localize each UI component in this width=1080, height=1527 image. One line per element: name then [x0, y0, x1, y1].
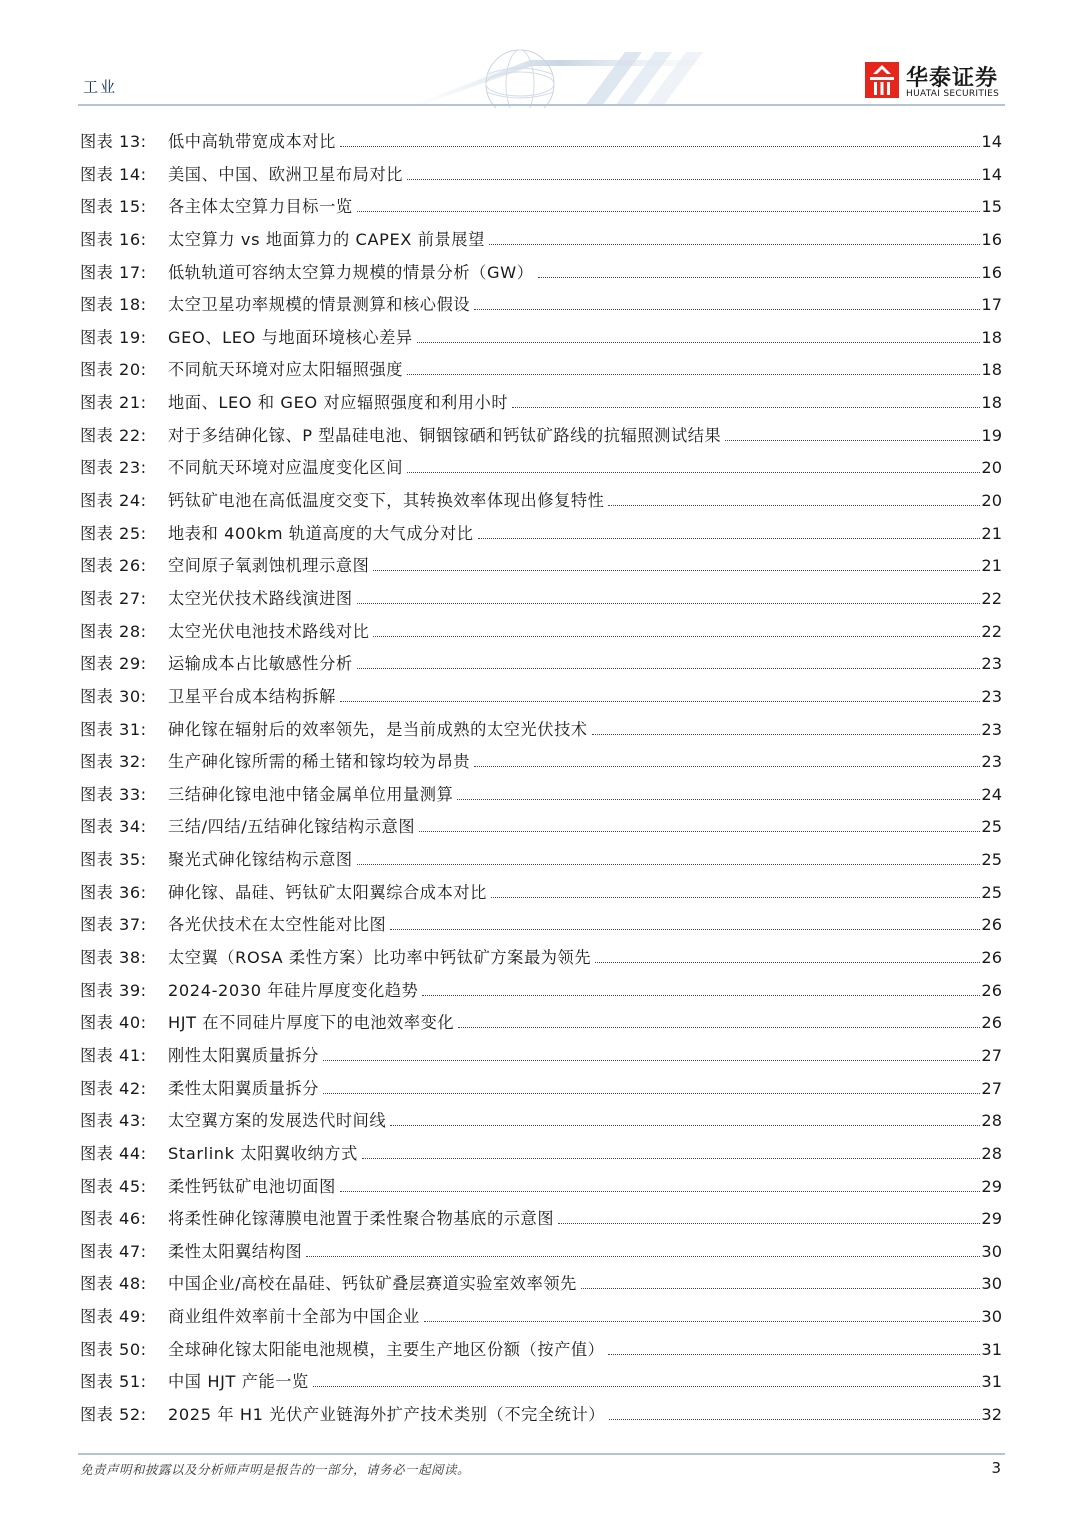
figure-page-number[interactable]: 26 — [981, 915, 1002, 935]
toc-row[interactable] — [80, 1105, 1002, 1138]
dot-leader — [373, 636, 980, 637]
figure-title[interactable]: HJT 在不同硅片厚度下的电池效率变化 — [168, 1013, 455, 1033]
dot-leader — [407, 374, 980, 375]
figure-title[interactable]: 太空光伏电池技术路线对比 — [168, 621, 370, 641]
toc-row[interactable] — [80, 975, 1002, 1008]
dot-leader — [306, 1256, 980, 1257]
toc-row[interactable] — [80, 714, 1002, 747]
figure-title[interactable]: 空间原子氧剥蚀机理示意图 — [168, 556, 370, 576]
figure-label: 图表 18: — [80, 295, 147, 315]
figure-page-number[interactable]: 25 — [981, 817, 1002, 837]
dot-leader — [357, 603, 980, 604]
figure-page-number[interactable]: 14 — [981, 164, 1002, 184]
figure-page-number[interactable]: 27 — [981, 1045, 1002, 1065]
figure-title[interactable]: 中国企业/高校在晶硅、钙钛矿叠层赛道实验室效率领先 — [168, 1274, 577, 1294]
dot-leader — [474, 766, 980, 767]
toc-row[interactable] — [80, 616, 1002, 649]
dot-leader — [340, 701, 980, 702]
dot-leader — [595, 962, 980, 963]
figure-title[interactable]: 卫星平台成本结构拆解 — [168, 686, 336, 706]
figure-page-number[interactable]: 23 — [981, 654, 1002, 674]
figure-page-number[interactable]: 26 — [981, 980, 1002, 1000]
figure-label: 图表 40: — [80, 1013, 147, 1033]
figure-label: 图表 16: — [80, 229, 147, 249]
toc-row[interactable] — [80, 518, 1002, 551]
figure-page-number[interactable]: 25 — [981, 850, 1002, 870]
figure-page-number[interactable]: 26 — [981, 1013, 1002, 1033]
toc-row[interactable] — [80, 648, 1002, 681]
figure-label: 图表 22: — [80, 425, 147, 445]
figure-label: 图表 19: — [80, 327, 147, 347]
toc-row[interactable] — [80, 909, 1002, 942]
figure-label: 图表 24: — [80, 491, 147, 511]
dot-leader — [478, 538, 980, 539]
figure-list — [80, 126, 1002, 1432]
figure-page-number[interactable]: 23 — [981, 686, 1002, 706]
toc-row[interactable] — [80, 942, 1002, 975]
figure-title[interactable]: 将柔性砷化镓薄膜电池置于柔性聚合物基底的示意图 — [168, 1209, 555, 1229]
figure-label: 图表 52: — [80, 1404, 147, 1424]
toc-row[interactable] — [80, 681, 1002, 714]
dot-leader — [323, 1093, 980, 1094]
figure-page-number[interactable]: 20 — [981, 491, 1002, 511]
toc-row[interactable] — [80, 1334, 1002, 1367]
figure-title[interactable]: 低轨轨道可容纳太空算力规模的情景分析（GW） — [168, 262, 534, 282]
dot-leader — [609, 1419, 980, 1420]
figure-page-number[interactable]: 23 — [981, 752, 1002, 772]
figure-page-number[interactable]: 15 — [981, 197, 1002, 217]
figure-page-number[interactable]: 24 — [981, 784, 1002, 804]
figure-label: 图表 34: — [80, 817, 147, 837]
logo-chinese-name: 华泰证券 — [906, 66, 999, 91]
figure-title[interactable]: 太空光伏技术路线演进图 — [168, 588, 353, 608]
page-header — [0, 0, 1080, 110]
dot-leader — [474, 309, 980, 310]
figure-title[interactable]: 地表和 400km 轨道高度的大气成分对比 — [168, 523, 474, 543]
figure-label: 图表 45: — [80, 1176, 147, 1196]
toc-row[interactable] — [80, 1007, 1002, 1040]
toc-row[interactable] — [80, 452, 1002, 485]
figure-label: 图表 26: — [80, 556, 147, 576]
dot-leader — [362, 1158, 980, 1159]
figure-title[interactable]: 聚光式砷化镓结构示意图 — [168, 850, 353, 870]
toc-row[interactable] — [80, 420, 1002, 453]
dot-leader — [407, 472, 980, 473]
figure-title[interactable]: 太空翼（ROSA 柔性方案）比功率中钙钛矿方案最为领先 — [168, 948, 592, 968]
dot-leader — [390, 1125, 980, 1126]
figure-label: 图表 20: — [80, 360, 147, 380]
figure-title[interactable]: 地面、LEO 和 GEO 对应辐照强度和利用小时 — [168, 393, 509, 413]
figure-page-number[interactable]: 22 — [981, 588, 1002, 608]
toc-row[interactable] — [80, 811, 1002, 844]
figure-title[interactable]: 柔性钙钛矿电池切面图 — [168, 1176, 336, 1196]
figure-label: 图表 14: — [80, 164, 147, 184]
figure-label: 图表 15: — [80, 197, 147, 217]
figure-title[interactable]: 砷化镓在辐射后的效率领先，是当前成熟的太空光伏技术 — [168, 719, 588, 739]
toc-row[interactable] — [80, 224, 1002, 257]
dot-leader — [340, 1191, 980, 1192]
figure-label: 图表 25: — [80, 523, 147, 543]
dot-leader — [422, 995, 980, 996]
figure-page-number[interactable]: 31 — [981, 1339, 1002, 1359]
toc-row[interactable] — [80, 485, 1002, 518]
figure-page-number[interactable]: 16 — [981, 262, 1002, 282]
dot-leader — [407, 179, 980, 180]
dot-leader — [419, 831, 980, 832]
toc-row[interactable] — [80, 191, 1002, 224]
dot-leader — [323, 1060, 980, 1061]
dot-leader — [538, 277, 980, 278]
toc-row[interactable] — [80, 257, 1002, 290]
toc-row[interactable] — [80, 746, 1002, 779]
figure-page-number[interactable]: 18 — [981, 393, 1002, 413]
figure-title[interactable]: 运输成本占比敏感性分析 — [168, 654, 353, 674]
figure-label: 图表 13: — [80, 132, 147, 151]
figure-title[interactable]: 不同航天环境对应温度变化区间 — [168, 458, 404, 478]
figure-title[interactable]: Starlink 太阳翼收纳方式 — [168, 1143, 358, 1163]
figure-label: 图表 37: — [80, 915, 147, 935]
dot-leader — [458, 1027, 980, 1028]
figure-title[interactable]: 柔性太阳翼质量拆分 — [168, 1078, 320, 1098]
toc-row[interactable] — [80, 159, 1002, 192]
figure-page-number[interactable]: 30 — [981, 1307, 1002, 1327]
toc-row[interactable] — [80, 322, 1002, 355]
figure-label: 图表 41: — [80, 1045, 147, 1065]
toc-row[interactable] — [80, 1040, 1002, 1073]
toc-row[interactable] — [80, 1073, 1002, 1106]
dot-leader — [457, 799, 980, 800]
dot-leader — [512, 407, 980, 408]
dot-leader — [357, 864, 980, 865]
figure-title[interactable]: 钙钛矿电池在高低温度交变下，其转换效率体现出修复特性 — [168, 491, 605, 511]
figure-label: 图表 51: — [80, 1372, 147, 1392]
figure-title[interactable]: 商业组件效率前十全部为中国企业 — [168, 1307, 420, 1327]
figure-label: 图表 17: — [80, 262, 147, 282]
logo-english-name: HUATAI SECURITIES — [906, 89, 1000, 99]
toc-row[interactable] — [80, 1138, 1002, 1171]
figure-page-number[interactable]: 16 — [981, 229, 1002, 249]
figure-page-number[interactable]: 30 — [981, 1241, 1002, 1261]
figure-label: 图表 42: — [80, 1078, 147, 1098]
figure-title[interactable]: 刚性太阳翼质量拆分 — [168, 1045, 320, 1065]
figure-label: 图表 30: — [80, 686, 147, 706]
figure-label: 图表 43: — [80, 1111, 147, 1131]
figure-page-number[interactable]: 32 — [981, 1404, 1002, 1424]
figure-label: 图表 28: — [80, 621, 147, 641]
header-divider — [78, 104, 1005, 106]
dot-leader — [313, 1386, 980, 1387]
dot-leader — [558, 1223, 980, 1224]
figure-page-number[interactable]: 18 — [981, 360, 1002, 380]
figure-page-number[interactable]: 29 — [981, 1209, 1002, 1229]
dot-leader — [608, 505, 980, 506]
figure-label: 图表 49: — [80, 1307, 147, 1327]
figure-title[interactable]: 砷化镓、晶硅、钙钛矿太阳翼综合成本对比 — [168, 882, 487, 902]
figure-title[interactable]: 太空翼方案的发展迭代时间线 — [168, 1111, 387, 1131]
figure-page-number[interactable]: 23 — [981, 719, 1002, 739]
figure-label: 图表 23: — [80, 458, 147, 478]
toc-row[interactable] — [80, 354, 1002, 387]
figure-title[interactable]: GEO、LEO 与地面环境核心差异 — [168, 327, 413, 347]
figure-label: 图表 33: — [80, 784, 147, 804]
figure-label: 图表 39: — [80, 980, 147, 1000]
toc-row[interactable] — [80, 289, 1002, 322]
figure-title[interactable]: 低中高轨带宽成本对比 — [168, 132, 336, 151]
figure-page-number[interactable]: 30 — [981, 1274, 1002, 1294]
figure-label: 图表 47: — [80, 1241, 147, 1261]
figure-label: 图表 48: — [80, 1274, 147, 1294]
dot-leader — [424, 1321, 980, 1322]
dot-leader — [491, 897, 980, 898]
toc-row[interactable] — [80, 583, 1002, 616]
figure-page-number[interactable]: 28 — [981, 1111, 1002, 1131]
dot-leader — [608, 1354, 980, 1355]
figure-page-number[interactable]: 17 — [981, 295, 1002, 315]
globe-decoration — [410, 40, 710, 108]
figure-title[interactable]: 不同航天环境对应太阳辐照强度 — [168, 360, 404, 380]
toc-row[interactable] — [80, 1268, 1002, 1301]
dot-leader — [725, 440, 980, 441]
figure-title[interactable]: 2024-2030 年硅片厚度变化趋势 — [168, 980, 419, 1000]
figure-title[interactable]: 太空卫星功率规模的情景测算和核心假设 — [168, 295, 471, 315]
figure-page-number[interactable]: 21 — [981, 523, 1002, 543]
figure-title[interactable]: 柔性太阳翼结构图 — [168, 1241, 303, 1261]
figure-label: 图表 35: — [80, 850, 147, 870]
figure-label: 图表 50: — [80, 1339, 147, 1359]
footer-divider — [78, 1453, 1005, 1455]
figure-label: 图表 31: — [80, 719, 147, 739]
figure-label: 图表 38: — [80, 948, 147, 968]
huatai-logo — [865, 62, 1005, 102]
figure-title[interactable]: 美国、中国、欧洲卫星布局对比 — [168, 164, 404, 184]
toc-row[interactable] — [80, 1301, 1002, 1334]
figure-title[interactable]: 对于多结砷化镓、P 型晶硅电池、铜铟镓硒和钙钛矿路线的抗辐照测试结果 — [168, 425, 722, 445]
figure-label: 图表 29: — [80, 654, 147, 674]
figure-page-number[interactable]: 29 — [981, 1176, 1002, 1196]
figure-label: 图表 32: — [80, 752, 147, 772]
toc-row[interactable] — [80, 844, 1002, 877]
figure-title[interactable]: 中国 HJT 产能一览 — [168, 1372, 309, 1392]
toc-row[interactable] — [80, 550, 1002, 583]
dot-leader — [581, 1288, 980, 1289]
figure-label: 图表 44: — [80, 1143, 147, 1163]
page-number: 3 — [991, 1459, 1001, 1477]
section-label: 工业 — [83, 78, 118, 96]
figure-page-number[interactable]: 26 — [981, 948, 1002, 968]
figure-label: 图表 21: — [80, 393, 147, 413]
toc-row[interactable] — [80, 1203, 1002, 1236]
toc-row[interactable] — [80, 1399, 1002, 1432]
figure-title[interactable]: 太空算力 vs 地面算力的 CAPEX 前景展望 — [168, 229, 485, 249]
figure-label: 图表 27: — [80, 588, 147, 608]
figure-label: 图表 36: — [80, 882, 147, 902]
figure-page-number[interactable]: 25 — [981, 882, 1002, 902]
figure-title[interactable]: 2025 年 H1 光伏产业链海外扩产技术类别（不完全统计） — [168, 1404, 606, 1424]
dot-leader — [390, 929, 980, 930]
toc-row[interactable] — [80, 1236, 1002, 1269]
figure-page-number[interactable]: 28 — [981, 1143, 1002, 1163]
disclaimer-note: 免责声明和披露以及分析师声明是报告的一部分，请务必一起阅读。 — [80, 1462, 471, 1477]
figure-page-number[interactable]: 22 — [981, 621, 1002, 641]
huatai-logo-icon — [865, 62, 899, 98]
figure-page-number[interactable]: 21 — [981, 556, 1002, 576]
toc-row[interactable] — [80, 126, 1002, 159]
figure-page-number[interactable]: 27 — [981, 1078, 1002, 1098]
toc-row[interactable] — [80, 779, 1002, 812]
figure-page-number[interactable]: 31 — [981, 1372, 1002, 1392]
toc-row[interactable] — [80, 1171, 1002, 1204]
figure-title[interactable]: 全球砷化镓太阳能电池规模，主要生产地区份额（按产值） — [168, 1339, 605, 1359]
dot-leader — [592, 734, 980, 735]
figure-page-number[interactable]: 18 — [981, 327, 1002, 347]
toc-row[interactable] — [80, 1366, 1002, 1399]
figure-title[interactable]: 各主体太空算力目标一览 — [168, 197, 353, 217]
dot-leader — [373, 570, 980, 571]
figure-title[interactable]: 各光伏技术在太空性能对比图 — [168, 915, 387, 935]
figure-page-number[interactable]: 14 — [981, 132, 1002, 151]
dot-leader — [340, 146, 980, 147]
toc-row[interactable] — [80, 387, 1002, 420]
dot-leader — [357, 668, 980, 669]
dot-leader — [489, 244, 980, 245]
figure-title[interactable]: 三结/四结/五结砷化镓结构示意图 — [168, 817, 416, 837]
figure-page-number[interactable]: 20 — [981, 458, 1002, 478]
figure-title[interactable]: 三结砷化镓电池中锗金属单位用量测算 — [168, 784, 454, 804]
dot-leader — [357, 211, 980, 212]
toc-row[interactable] — [80, 877, 1002, 910]
figure-page-number[interactable]: 19 — [981, 425, 1002, 445]
figure-label: 图表 46: — [80, 1209, 147, 1229]
dot-leader — [417, 342, 980, 343]
figure-title[interactable]: 生产砷化镓所需的稀土锗和镓均较为昂贵 — [168, 752, 471, 772]
